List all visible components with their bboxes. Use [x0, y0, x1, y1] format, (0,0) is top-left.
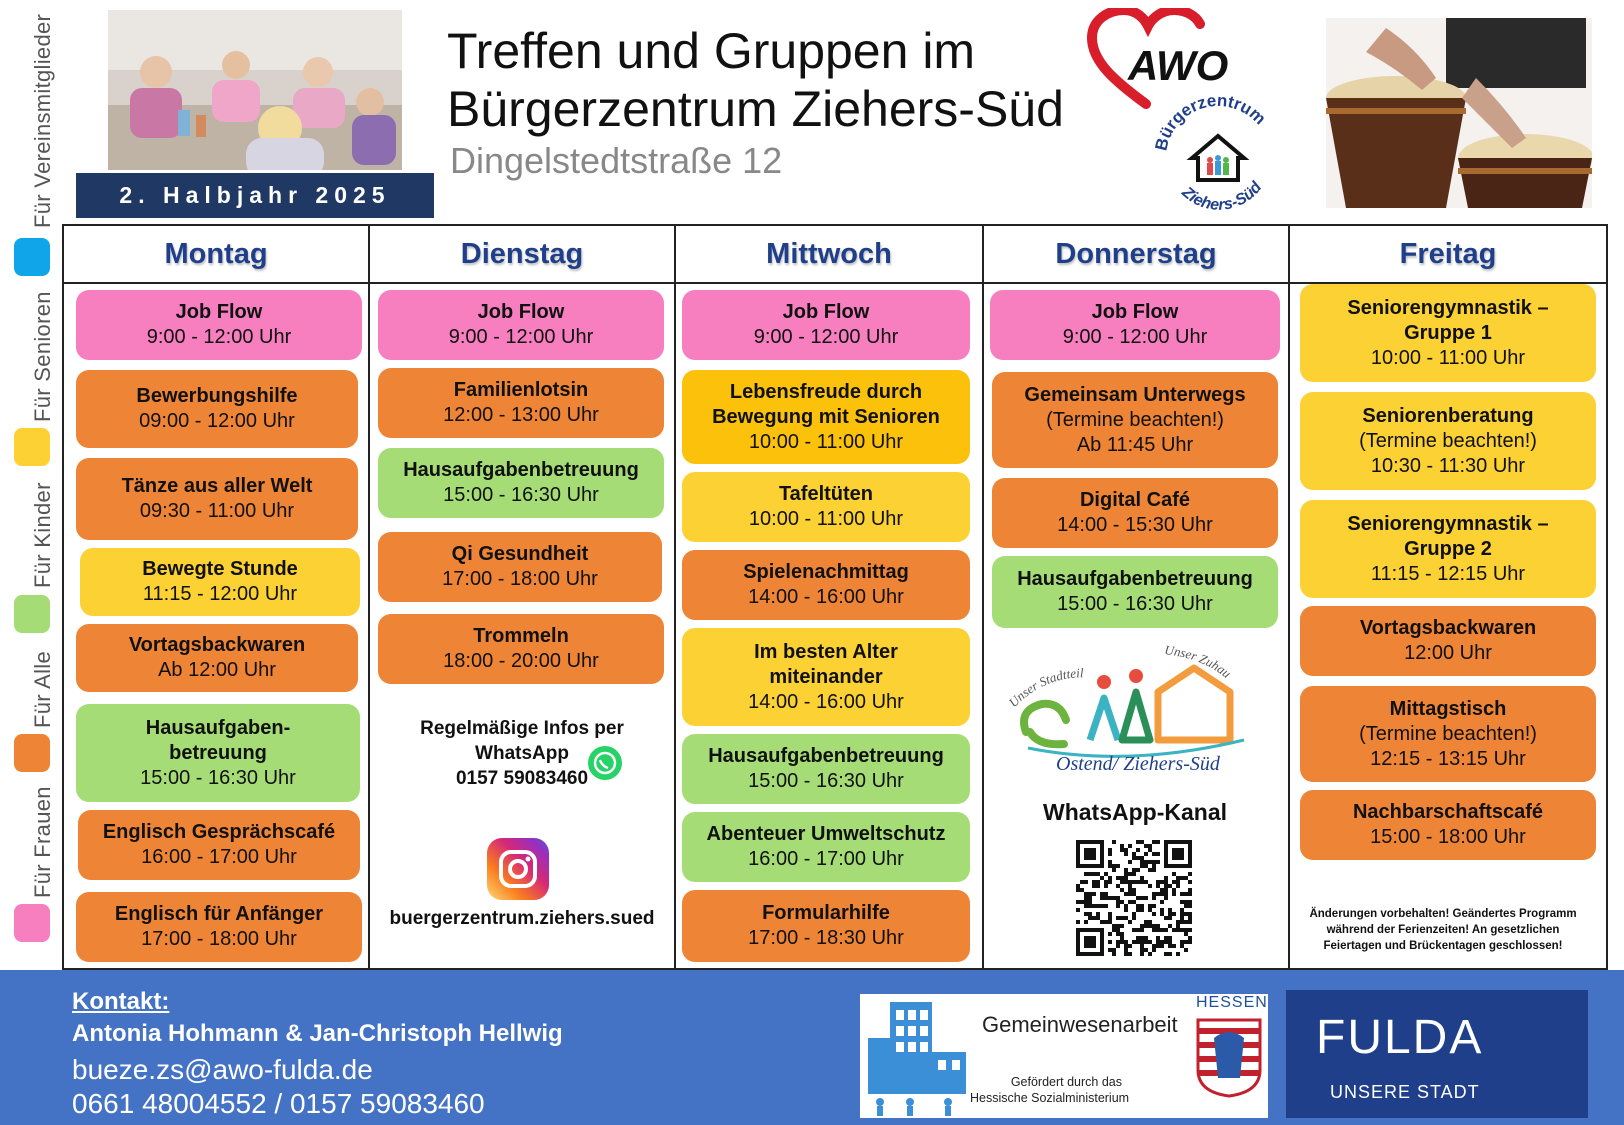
instagram-icon	[487, 838, 549, 900]
day-column-tuesday	[370, 226, 676, 970]
buildings-icon	[860, 994, 980, 1118]
day-header-wednesday: Mittwoch	[676, 226, 982, 284]
legend-label: Für Senioren	[30, 291, 55, 422]
event-card: Mittagstisch (Termine beachten!) 12:15 - 13:15 Uhr	[1300, 686, 1596, 782]
hessen-crest-icon	[1196, 1018, 1262, 1098]
day-column-wednesday	[676, 226, 984, 970]
legend-swatch-yellow	[14, 428, 50, 466]
gwa-title: Gemeinwesenarbeit	[982, 1012, 1178, 1037]
contact-email[interactable]: bueze.zs@awo-fulda.de	[72, 1054, 373, 1085]
event-card: Seniorenberatung (Termine beachten!) 10:30 - 11:30 Uhr	[1300, 392, 1596, 490]
logo-arc-left: nser Stadtteil	[1012, 665, 1084, 704]
event-card: Englisch Gesprächscafé 16:00 - 17:00 Uhr	[78, 810, 360, 880]
contact-phone[interactable]: 0661 48004552 / 0157 59083460	[72, 1088, 485, 1119]
day-column-monday	[64, 226, 370, 970]
whatsapp-channel-label: WhatsApp-Kanal	[1043, 799, 1227, 825]
gemeinwesenarbeit-logo	[860, 994, 1268, 1118]
instagram-handle[interactable]: buergerzentrum.ziehers.sued	[389, 908, 655, 929]
target-group-legend	[0, 0, 62, 970]
event-card: Im besten Alter miteinander 14:00 - 16:00 Uhr	[682, 628, 970, 726]
day-column-thursday	[984, 226, 1290, 970]
ostend-logo	[1008, 636, 1268, 776]
event-card: Familienlotsin 12:00 - 13:00 Uhr	[378, 368, 664, 438]
event-card: Seniorengymnastik – Gruppe 2 11:15 - 12:15 Uhr	[1300, 500, 1596, 598]
event-card: Lebensfreude durch Bewegung mit Senioren 10:00 - 11:00 Uhr	[682, 370, 970, 464]
contact-label: Kontakt:	[72, 988, 170, 1015]
awo-brand-text: AWO	[1128, 42, 1229, 89]
event-card: Bewegte Stunde 11:15 - 12:00 Uhr	[80, 548, 360, 616]
legend-label: Für Frauen	[30, 786, 55, 898]
event-card: Formularhilfe 17:00 - 18:30 Uhr	[682, 890, 970, 962]
event-card: Spielenachmittag 14:00 - 16:00 Uhr	[682, 550, 970, 620]
logo-arc-bottom: Ziehers-Süd	[1178, 178, 1266, 214]
legend-label: Für Kinder	[30, 482, 55, 588]
day-column-friday	[1290, 226, 1606, 970]
event-card: Nachbarschaftscafé 15:00 - 18:00 Uhr	[1300, 790, 1596, 860]
logo-arc-right: Unser Zuhau	[1163, 642, 1235, 681]
event-card: Trommeln 18:00 - 20:00 Uhr	[378, 614, 664, 684]
title-line-2: Bürgerzentrum Ziehers-Süd	[447, 81, 1064, 137]
legend-label: Für Vereinsmitglieder	[30, 13, 55, 228]
contact-names: Antonia Hohmann & Jan-Christoph Hellwig	[72, 1020, 563, 1047]
event-card: Gemeinsam Unterwegs (Termine beachten!) Ab 11:45 Uhr	[992, 372, 1278, 468]
day-header-monday: Montag	[64, 226, 368, 284]
legend-label: Für Alle	[30, 651, 55, 728]
fulda-name: FULDA	[1316, 1011, 1484, 1064]
legend-swatch-green	[14, 595, 50, 633]
gwa-subtitle: Gefördert durch das Hessische Sozialministerium	[970, 1075, 1130, 1105]
event-card: Vortagsbackwaren Ab 12:00 Uhr	[76, 624, 358, 692]
event-card: Bewerbungshilfe 09:00 - 12:00 Uhr	[76, 370, 358, 448]
event-card: Englisch für Anfänger 17:00 - 18:00 Uhr	[76, 892, 362, 962]
event-card: Job Flow 9:00 - 12:00 Uhr	[76, 290, 362, 360]
event-card: Job Flow 9:00 - 12:00 Uhr	[990, 290, 1280, 360]
day-header-tuesday: Dienstag	[370, 226, 674, 284]
event-card: Seniorengymnastik – Gruppe 1 10:00 - 11:00 Uhr	[1300, 284, 1596, 382]
event-card: Job Flow 9:00 - 12:00 Uhr	[682, 290, 970, 360]
hessen-label: HESSEN	[1196, 994, 1268, 1011]
event-card: Digital Café 14:00 - 15:30 Uhr	[992, 478, 1278, 548]
house-icon	[1192, 136, 1244, 180]
title-line-1: Treffen und Gruppen im	[447, 23, 976, 79]
legend-swatch-pink	[14, 904, 50, 942]
legend-swatch-orange	[14, 734, 50, 772]
event-card: Hausaufgabenbetreuung 15:00 - 16:30 Uhr	[682, 734, 970, 804]
whatsapp-icon	[588, 746, 622, 780]
logo-caption: Ostend/ Ziehers-Süd	[1056, 753, 1220, 775]
event-card: Abenteuer Umweltschutz 16:00 - 17:00 Uhr	[682, 812, 970, 882]
disclaimer-note: Änderungen vorbehalten! Geändertes Programm während der Ferienzeiten! An gesetzlichen Feiertagen und Brückentagen geschlossen!	[1309, 908, 1577, 952]
day-header-thursday: Donnerstag	[984, 226, 1288, 284]
qr-code[interactable]	[1076, 840, 1192, 956]
event-card: Vortagsbackwaren 12:00 Uhr	[1300, 606, 1596, 676]
contact-footer	[0, 970, 1624, 1125]
day-header-friday: Freitag	[1290, 226, 1606, 284]
event-card: Qi Gesundheit 17:00 - 18:00 Uhr	[378, 532, 662, 602]
group-photo	[108, 10, 402, 170]
event-card: Job Flow 9:00 - 12:00 Uhr	[378, 290, 664, 360]
weekly-schedule-table	[62, 224, 1608, 970]
event-card: Hausaufgabenbetreuung 15:00 - 16:30 Uhr	[378, 448, 664, 518]
logo-arc-top: Bürgerzentrum	[1151, 90, 1270, 153]
event-card: Hausaufgabenbetreuung 15:00 - 16:30 Uhr	[992, 556, 1278, 628]
fulda-subtitle: UNSERE STADT	[1330, 1082, 1480, 1102]
address-subtitle: Dingelstedtstraße 12	[450, 140, 783, 181]
event-card: Tafeltüten 10:00 - 11:00 Uhr	[682, 472, 970, 542]
awo-logo	[1086, 8, 1320, 218]
svg-text:Ziehers-Süd	[1178, 178, 1266, 214]
legend-swatch-blue	[14, 238, 50, 276]
half-year-badge: 2. Halbjahr 2025	[76, 173, 434, 218]
whatsapp-info: Regelmäßige Infos per WhatsApp 0157 59083460	[420, 718, 624, 789]
fulda-logo	[1286, 990, 1588, 1118]
event-card: Hausaufgaben- betreuung 15:00 - 16:30 Uhr	[76, 704, 360, 802]
page-title	[447, 22, 1064, 138]
drums-photo	[1326, 18, 1592, 208]
event-card: Tänze aus aller Welt 09:30 - 11:00 Uhr	[76, 458, 358, 540]
